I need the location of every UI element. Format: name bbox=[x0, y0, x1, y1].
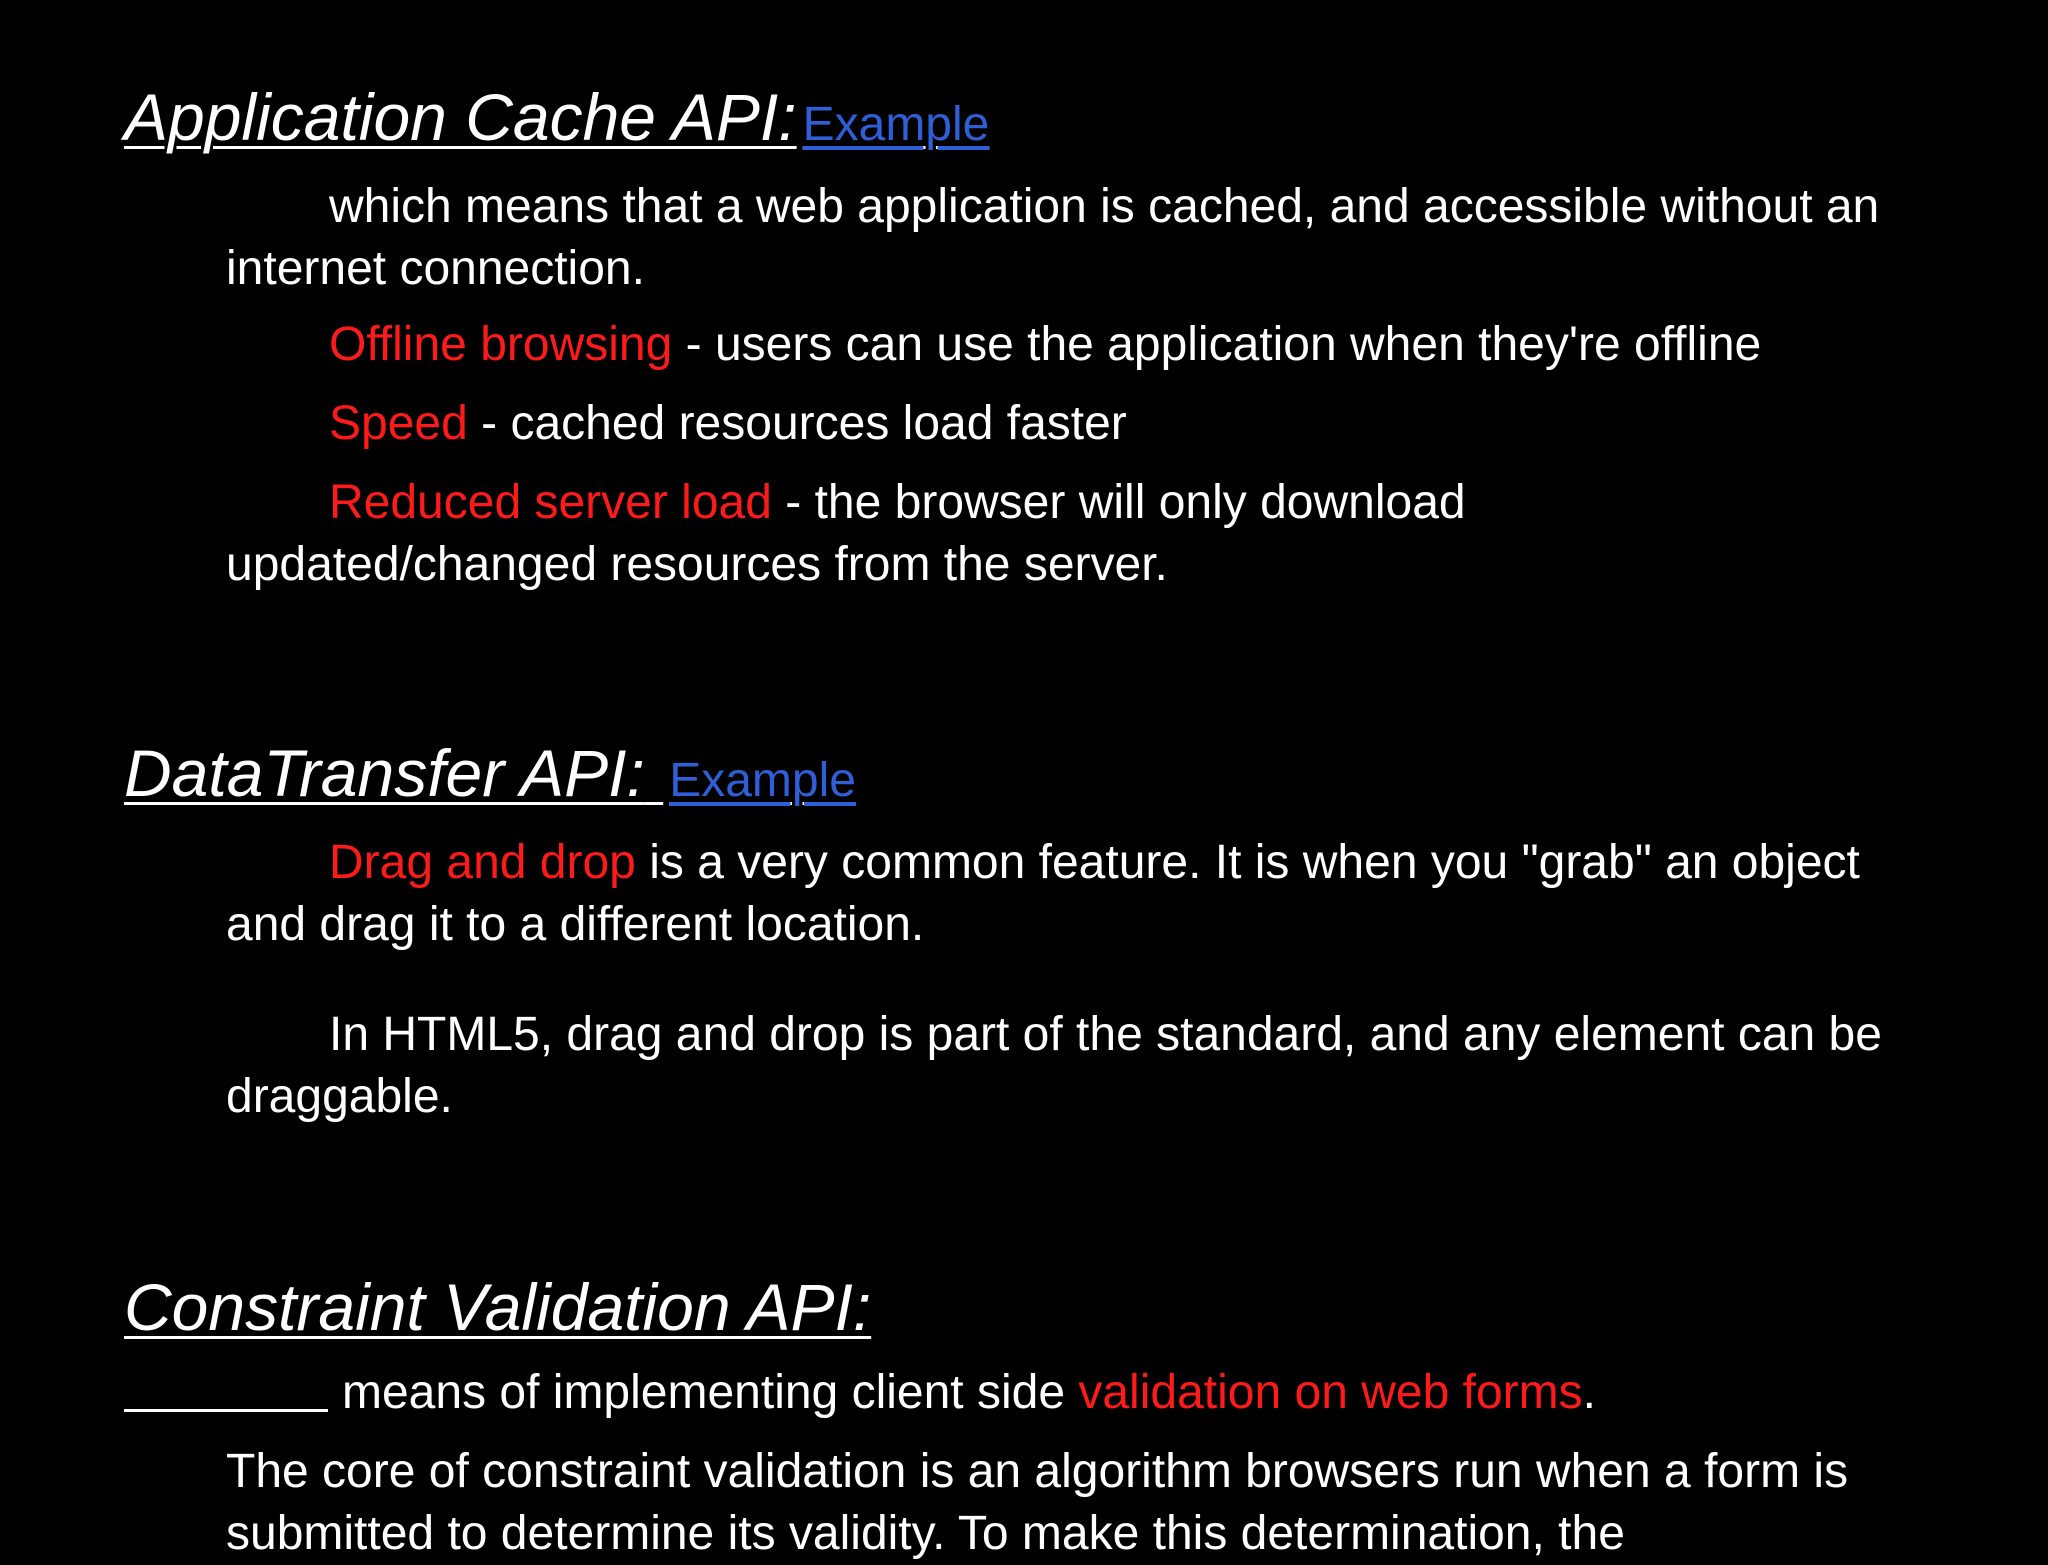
section-heading-application-cache bbox=[124, 80, 990, 154]
paragraph bbox=[226, 1004, 1926, 1128]
example-link[interactable]: Example bbox=[802, 98, 990, 151]
paragraph bbox=[226, 832, 1926, 956]
section-heading-datatransfer bbox=[124, 736, 856, 810]
example-link[interactable]: Example bbox=[669, 754, 856, 807]
paragraph-text: - cached resources load faster bbox=[467, 397, 1127, 450]
section-title: Application Cache API: bbox=[124, 80, 797, 154]
paragraph-text: In HTML5, drag and drop is part of the standard, and any element can be draggable. bbox=[226, 1008, 1882, 1123]
fill-in-sentence bbox=[124, 1362, 1596, 1424]
paragraph-text: is a very common feature. It is when you "grab" an object and drag it to a different location. bbox=[226, 836, 1860, 951]
paragraph bbox=[226, 176, 1926, 300]
paragraph bbox=[226, 472, 1606, 596]
highlight-text: Drag and drop bbox=[329, 836, 636, 889]
paragraph-text: - users can use the application when they're offline bbox=[672, 318, 1762, 371]
fill-in-blank bbox=[124, 1369, 328, 1412]
section-title: DataTransfer API: bbox=[124, 736, 645, 810]
highlight-text: validation on web forms bbox=[1078, 1366, 1583, 1419]
fill-in-text-end: . bbox=[1582, 1366, 1596, 1419]
highlight-text: Reduced server load bbox=[329, 476, 772, 529]
paragraph bbox=[226, 1441, 1926, 1565]
paragraph-text: The core of constraint validation is an algorithm browsers run when a form is submitted to determine its validity. To make this determination, the bbox=[226, 1445, 1849, 1560]
paragraph-text: - the browser will only download updated/changed resources from the server. bbox=[226, 476, 1466, 591]
fill-in-text: means of implementing client side bbox=[342, 1366, 1079, 1419]
highlight-text: Offline browsing bbox=[329, 318, 673, 371]
paragraph-text: which means that a web application is cached, and accessible without an internet connection. bbox=[226, 180, 1880, 295]
paragraph bbox=[226, 393, 1926, 455]
section-heading-constraint-validation bbox=[124, 1270, 872, 1344]
section-title: Constraint Validation API: bbox=[124, 1270, 872, 1344]
highlight-text: Speed bbox=[329, 397, 468, 450]
paragraph bbox=[226, 314, 1926, 376]
